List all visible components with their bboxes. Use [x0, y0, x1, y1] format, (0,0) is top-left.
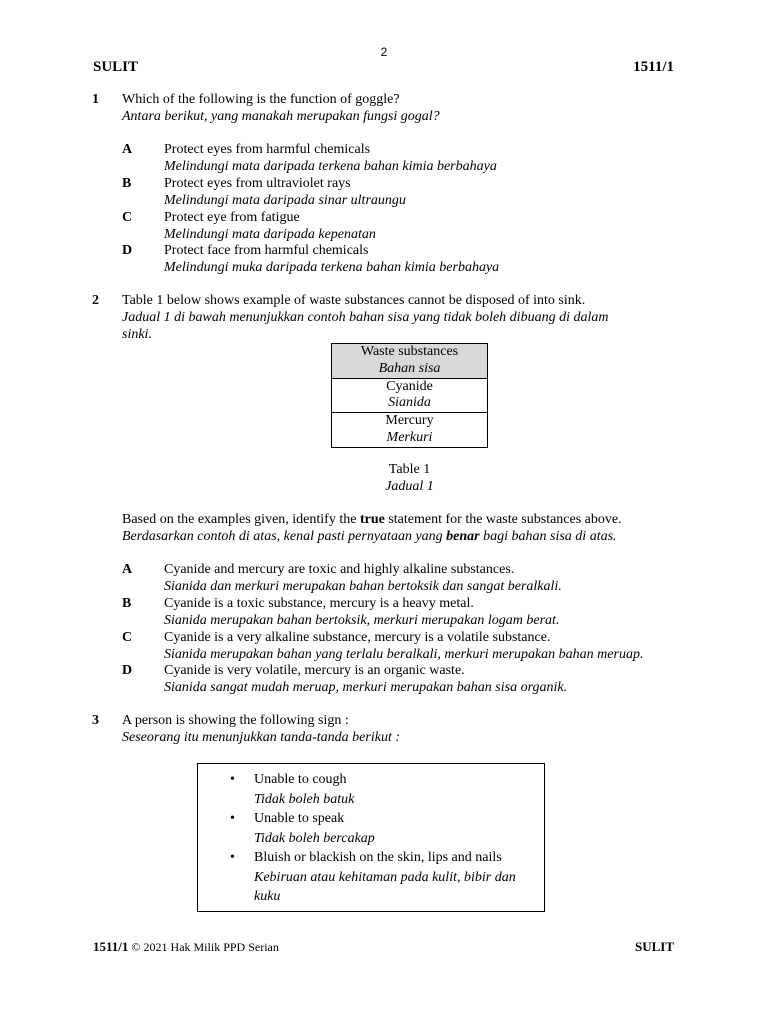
table-cell	[332, 378, 488, 413]
question-3-text-ms: Seseorang itu menunjukkan tanda-tanda berikut :	[122, 729, 401, 745]
option-ms: Sianida merupakan bahan bertoksik, merkuri merupakan logam berat.	[164, 612, 560, 628]
question-2-prompt-en: Based on the examples given, identify the true statement for the waste substances above.	[122, 512, 622, 527]
question-2-text-ms-cont: sinki.	[122, 326, 152, 342]
bullet-icon: •	[230, 772, 235, 787]
table-cell-en: Cyanide	[386, 378, 433, 394]
option-letter: A	[122, 142, 133, 157]
question-1-text-en: Which of the following is the function of goggle?	[122, 92, 400, 107]
question-1-number: 1	[92, 92, 99, 107]
table-header-en: Waste substances	[360, 344, 459, 359]
bullet-icon: •	[230, 811, 235, 826]
question-2-number: 2	[92, 293, 99, 308]
sign-en: Unable to cough	[254, 772, 347, 787]
sign-ms: Tidak boleh bercakap	[254, 830, 375, 846]
sign-en: Unable to speak	[254, 811, 345, 826]
table-caption	[331, 462, 488, 496]
option-ms: Sianida dan merkuri merupakan bahan bertoksik dan sangat beralkali.	[164, 578, 562, 594]
option-en: Protect eyes from harmful chemicals	[164, 142, 371, 157]
question-2-prompt	[122, 512, 702, 546]
option-en: Cyanide is very volatile, mercury is an organic waste.	[164, 663, 465, 678]
option-c[interactable]	[164, 210, 724, 244]
page-number: 2	[380, 45, 388, 59]
option-letter: C	[122, 630, 133, 645]
option-a[interactable]	[164, 142, 724, 176]
question-2-prompt-ms: Berdasarkan contoh di atas, kenal pasti pernyataan yang benar bagi bahan sisa di atas.	[122, 528, 617, 544]
header-paper-code: 1511/1	[633, 59, 674, 75]
option-b[interactable]	[164, 596, 724, 630]
footer-classification: SULIT	[634, 939, 674, 954]
question-1-text	[122, 92, 702, 126]
question-3-number: 3	[92, 713, 99, 728]
list-item	[198, 809, 534, 848]
list-item	[198, 848, 534, 907]
option-ms: Melindungi mata daripada sinar ultraungu	[164, 192, 406, 208]
option-letter: A	[122, 562, 133, 577]
sign-ms: Tidak boleh batuk	[254, 791, 355, 807]
question-2-text-en: Table 1 below shows example of waste substances cannot be disposed of into sink.	[122, 293, 586, 308]
footer-left	[93, 939, 279, 956]
option-d[interactable]	[164, 243, 724, 277]
table-cell-ms: Sianida	[388, 395, 431, 411]
option-en: Protect face from harmful chemicals	[164, 243, 369, 258]
sign-en: Bluish or blackish on the skin, lips and nails	[254, 850, 502, 865]
option-b[interactable]	[164, 176, 724, 210]
option-c[interactable]	[164, 630, 724, 664]
option-ms: Melindungi mata daripada kepenatan	[164, 226, 376, 242]
option-letter: C	[122, 210, 133, 225]
bullet-icon: •	[230, 850, 235, 865]
option-a[interactable]	[164, 562, 724, 596]
question-3-text-en: A person is showing the following sign :	[122, 713, 349, 728]
question-1-text-ms: Antara berikut, yang manakah merupakan fungsi gogal?	[122, 108, 440, 124]
option-ms: Melindungi mata daripada terkena bahan kimia berbahaya	[164, 158, 497, 174]
option-en: Cyanide is a toxic substance, mercury is a heavy metal.	[164, 596, 474, 611]
option-letter: D	[122, 243, 133, 258]
footer-copyright: © 2021 Hak Milik PPD Serian	[131, 940, 279, 954]
table-caption-ms: Jadual 1	[385, 478, 434, 494]
option-ms: Melindungi muka daripada terkena bahan kimia berbahaya	[164, 259, 500, 275]
option-ms: Sianida sangat mudah meruap, merkuri merupakan bahan sisa organik.	[164, 679, 568, 695]
question-2-text	[122, 293, 702, 343]
option-letter: B	[122, 596, 132, 611]
header-classification: SULIT	[93, 59, 139, 75]
table-row	[332, 413, 488, 448]
table-cell-en: Mercury	[385, 413, 434, 429]
signs-box	[197, 763, 545, 912]
option-d[interactable]	[164, 663, 724, 697]
option-en: Cyanide is a very alkaline substance, mercury is a volatile substance.	[164, 630, 551, 645]
option-letter: D	[122, 663, 133, 678]
option-letter: B	[122, 176, 132, 191]
sign-ms: Kebiruan atau kehitaman pada kulit, bibir dan kuku	[254, 869, 516, 904]
question-3-text	[122, 713, 702, 747]
footer-paper-code: 1511/1	[93, 939, 129, 954]
table-row	[332, 378, 488, 413]
waste-substances-table	[331, 343, 488, 448]
option-en: Protect eye from fatigue	[164, 210, 300, 225]
table-cell-ms: Merkuri	[386, 429, 433, 445]
question-2-text-ms: Jadual 1 di bawah menunjukkan contoh bahan sisa yang tidak boleh dibuang di dalam	[122, 309, 609, 325]
table-cell	[332, 413, 488, 448]
option-ms: Sianida merupakan bahan yang terlalu beralkali, merkuri merupakan bahan meruap.	[164, 646, 644, 662]
list-item	[198, 770, 534, 809]
option-en: Protect eyes from ultraviolet rays	[164, 176, 351, 191]
table-header-ms: Bahan sisa	[378, 360, 441, 376]
table-caption-en: Table 1	[388, 462, 431, 477]
table-header-row	[332, 344, 488, 379]
table-header-cell	[332, 344, 488, 379]
signs-list	[198, 770, 534, 907]
option-en: Cyanide and mercury are toxic and highly alkaline substances.	[164, 562, 515, 577]
